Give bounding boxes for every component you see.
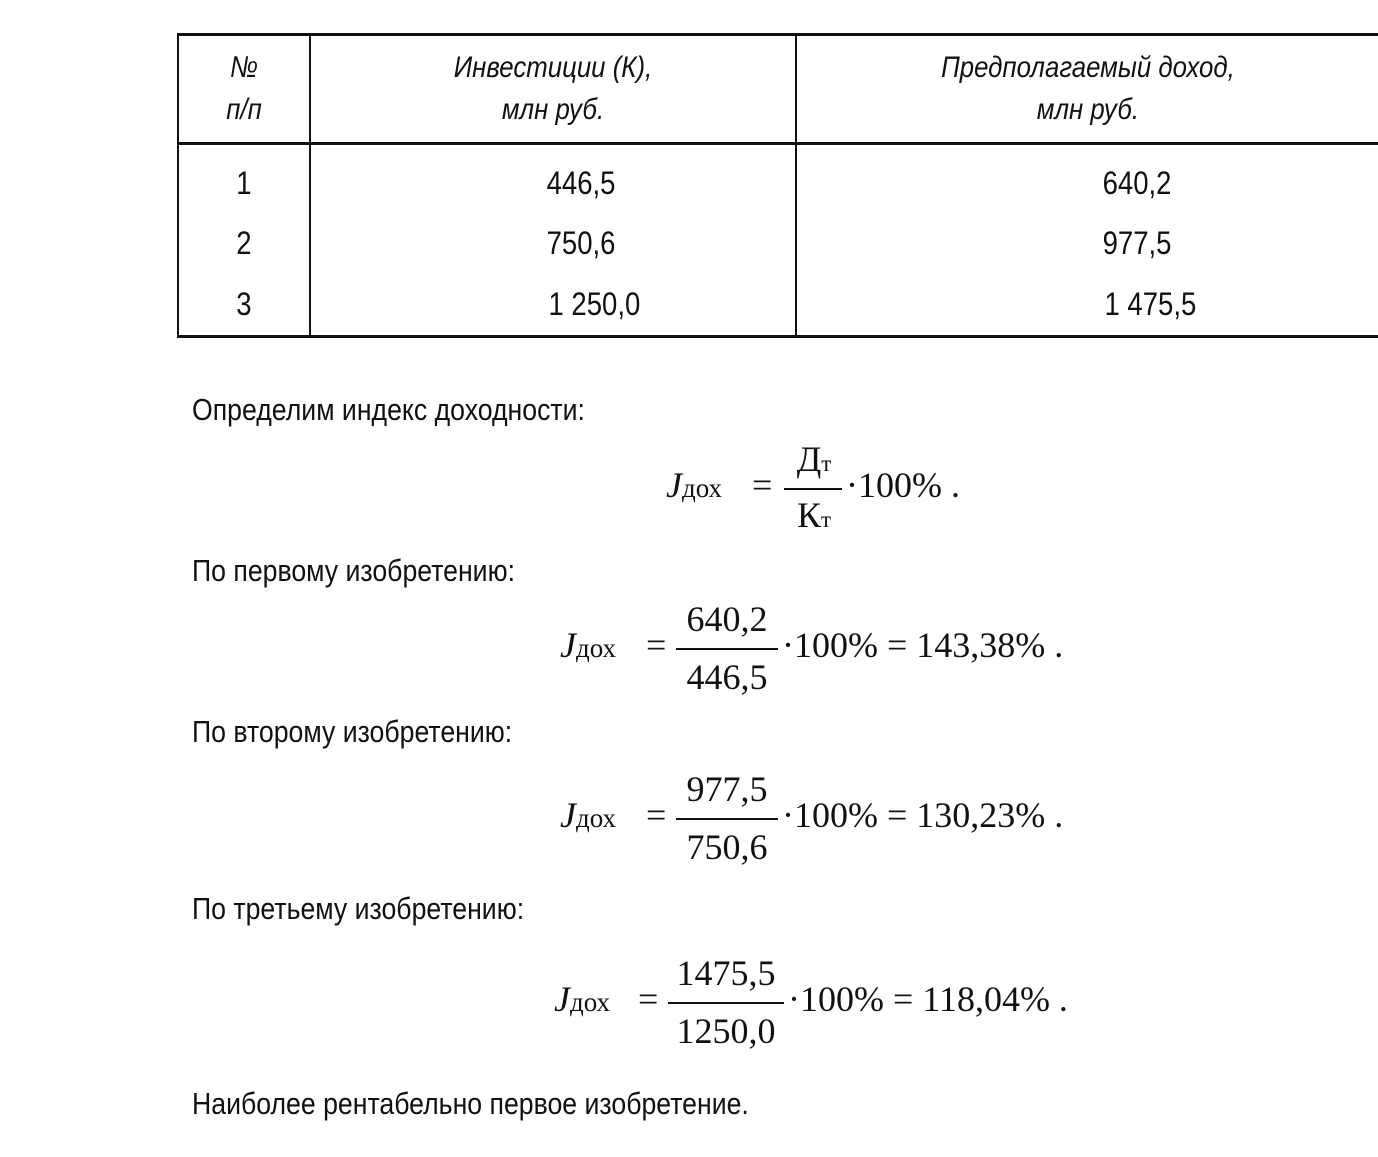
cell-income: 640,2 [796,144,1378,214]
header-investments [344,35,762,144]
cell-investment: 1 250,0 [310,273,796,337]
table-row [178,144,1378,214]
conclusion-paragraph: Наиболее рентабельно первое изобретение. [192,1086,749,1121]
formula-symbol: Jдох [666,465,723,505]
fraction-bar [668,1002,784,1004]
formula-equals: = [638,979,659,1019]
formula-subscript: дох [681,473,723,503]
header-investments-line2: млн руб. [501,93,605,126]
formula-symbol: Jдох [560,795,617,835]
cell-investment: 750,6 [310,213,796,273]
formula-numerator: 977,5 [686,769,768,809]
formula-denominator: 1250,0 [676,1011,776,1051]
cell-number: 2 [236,224,252,261]
header-number-line1: № [230,51,258,84]
formula-equals: = [646,795,667,835]
first-paragraph: По первому изобретению: [192,553,515,588]
formula-subscript: дох [575,803,617,833]
third-paragraph: По третьему изобретению: [192,891,525,926]
formula-denominator: 446,5 [686,657,768,697]
investment-table [177,33,1378,338]
formula-tail: ·100% = 118,04% . [788,979,1068,1019]
formula-symbol: Jдох [554,979,611,1019]
formula-equals: = [752,465,773,505]
cell-investment: 446,5 [310,144,796,214]
second-paragraph: По второму изобретению: [192,714,513,749]
fraction-bar [676,648,778,650]
formula-numerator: 640,2 [686,599,768,639]
formula-equals: = [646,625,667,665]
formula-tail: ·100% . [846,465,960,505]
general-formula [666,438,986,548]
formula-denominator: 750,6 [686,827,768,867]
formula-numerator: Дт [796,439,832,479]
cell-number: 3 [236,285,252,322]
third-formula [554,952,1114,1062]
fraction-bar [784,488,842,490]
formula-tail: ·100% = 130,23% . [782,795,1064,835]
formula-symbol: Jдох [560,625,617,665]
table-row [178,213,1378,273]
intro-paragraph: Определим индекс доходности: [192,392,585,427]
table-row [178,273,1378,337]
cell-income: 977,5 [796,213,1378,273]
formula-subscript: дох [575,633,617,663]
table-header-row [178,35,1378,144]
first-formula [560,598,1100,708]
formula-tail: ·100% = 143,38% . [782,625,1064,665]
header-number-line2: п/п [226,93,262,126]
header-investments-line1: Инвестиции (К), [453,51,653,84]
fraction-bar [676,818,778,820]
cell-income: 1 475,5 [796,273,1378,337]
header-income-line2: млн руб. [1036,93,1140,126]
cell-number: 1 [236,164,252,201]
formula-denominator: Кт [796,495,832,535]
second-formula [560,768,1100,878]
header-income [837,35,1338,144]
header-number [187,35,301,144]
header-income-line1: Предполагаемый доход, [941,51,1235,84]
formula-numerator: 1475,5 [676,953,776,993]
formula-subscript: дох [569,987,611,1017]
